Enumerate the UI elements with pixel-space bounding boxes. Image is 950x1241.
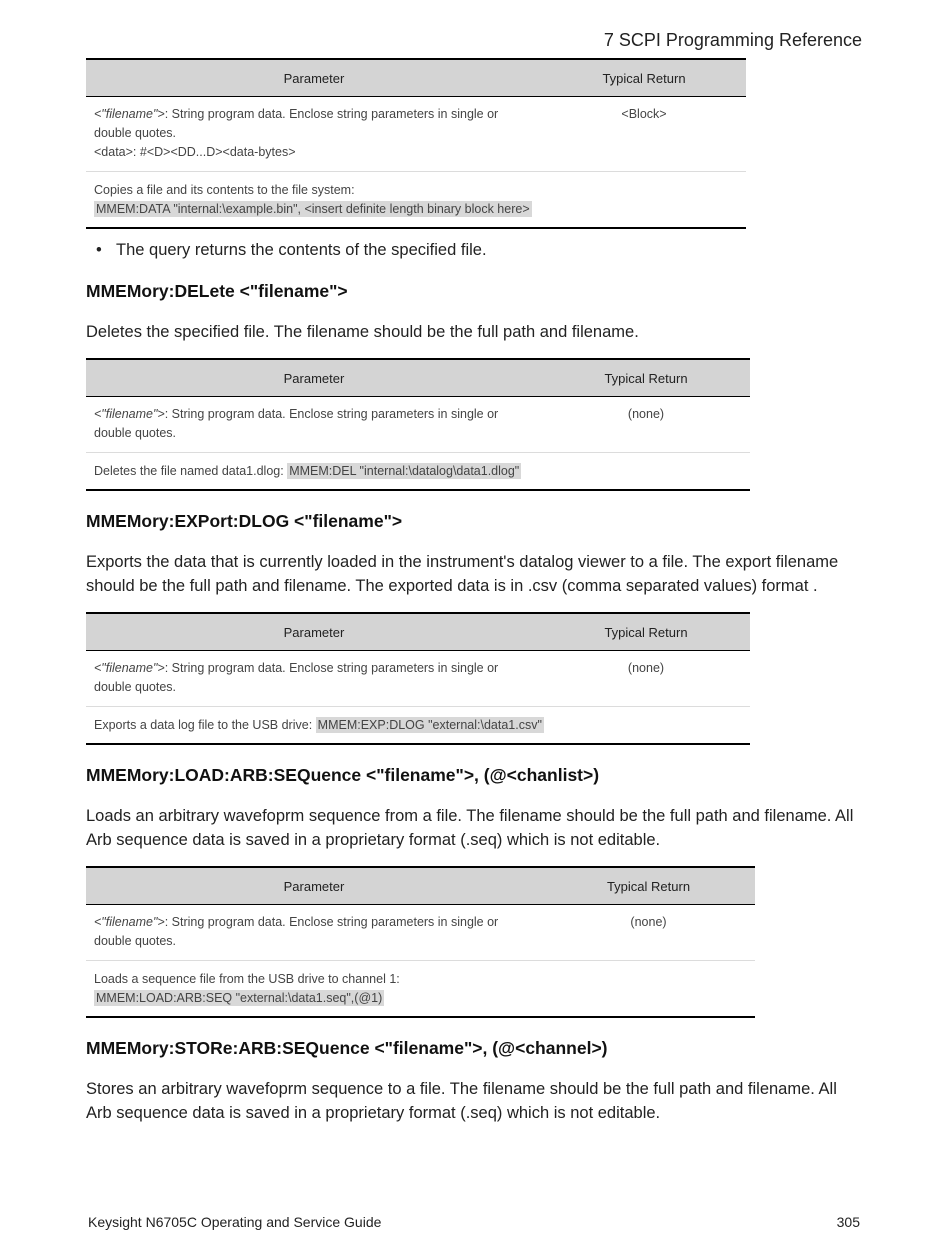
filename-param-desc: : String program data. Enclose string parameters in single or double quotes. xyxy=(94,661,499,694)
return-cell: (none) xyxy=(630,915,667,929)
parameter-header: Parameter xyxy=(86,613,542,651)
page-content xyxy=(86,58,866,1125)
filename-param-desc: : String program data. Enclose string parameters in single or double quotes. xyxy=(94,407,499,440)
example-code: MMEM:DEL "internal:\datalog\data1.dlog" xyxy=(289,464,520,478)
export-parameter-table xyxy=(86,612,750,745)
return-cell: <Block> xyxy=(621,107,667,121)
parameter-header: Parameter xyxy=(86,359,542,397)
load-parameter-table xyxy=(86,866,755,1018)
example-cell xyxy=(86,707,750,745)
parameter-cell xyxy=(86,905,542,961)
parameter-cell xyxy=(86,651,542,707)
example-code: MMEM:LOAD:ARB:SEQ "external:\data1.seq",(@1) xyxy=(96,991,383,1005)
store-section-title: MMEMory:STORe:ARB:SEQuence <"filename">, (@<channel>) xyxy=(86,1038,608,1058)
parameter-header: Parameter xyxy=(86,867,542,905)
example-text: Deletes the file named data1.dlog: xyxy=(94,464,288,478)
filename-param: <"filename"> xyxy=(94,661,165,675)
data-parameter-table xyxy=(86,58,746,229)
example-code: MMEM:DATA "internal:\example.bin", <insert definite length binary block here> xyxy=(96,202,530,216)
export-section-title: MMEMory:EXPort:DLOG <"filename"> xyxy=(86,511,403,531)
typical-return-header: Typical Return xyxy=(542,613,750,651)
example-code: MMEM:EXP:DLOG "external:\data1.csv" xyxy=(317,718,542,732)
example-cell xyxy=(86,453,750,491)
export-description: Exports the data that is currently loaded in the instrument's datalog viewer to a file. The export filename should be the full path and filename. The exported data is in .csv (comma separated values) format . xyxy=(86,553,839,595)
example-text: Exports a data log file to the USB drive: xyxy=(94,718,316,732)
example-text: Loads a sequence file from the USB drive to channel 1: xyxy=(94,972,400,986)
example-text: Copies a file and its contents to the file system: xyxy=(94,183,355,197)
filename-param: <"filename"> xyxy=(94,407,165,421)
load-section-title: MMEMory:LOAD:ARB:SEQuence <"filename">, (@<chanlist>) xyxy=(86,765,600,785)
data-param: <data>: #<D><DD...D><data-bytes> xyxy=(94,145,296,159)
typical-return-header: Typical Return xyxy=(542,59,746,97)
load-description: Loads an arbitrary wavefoprm sequence from a file. The filename should be the full path and filename. All Arb sequence data is saved in a proprietary format (.seq) which is not editable. xyxy=(86,807,854,849)
filename-param: <"filename"> xyxy=(94,915,165,929)
typical-return-header: Typical Return xyxy=(542,867,755,905)
example-cell xyxy=(86,961,755,1018)
footer-guide-title: Keysight N6705C Operating and Service Guide xyxy=(88,1214,382,1230)
list-item: • The query returns the contents of the specified file. xyxy=(86,241,866,260)
filename-param-desc: : String program data. Enclose string parameters in single or double quotes. xyxy=(94,915,499,948)
filename-param: <"filename"> xyxy=(94,107,165,121)
parameter-cell xyxy=(86,397,542,453)
delete-description: Deletes the specified file. The filename should be the full path and filename. xyxy=(86,323,639,341)
filename-param-desc: : String program data. Enclose string parameters in single or double quotes. xyxy=(94,107,499,140)
chapter-header: 7 SCPI Programming Reference xyxy=(603,30,862,50)
example-cell xyxy=(86,172,746,229)
delete-parameter-table xyxy=(86,358,750,491)
parameter-header: Parameter xyxy=(86,59,542,97)
delete-section-title: MMEMory:DELete <"filename"> xyxy=(86,281,348,301)
parameter-cell xyxy=(86,97,542,172)
store-description: Stores an arbitrary wavefoprm sequence to a file. The filename should be the full path and filename. All Arb sequence data is saved in a proprietary format (.seq) which is not editable. xyxy=(86,1080,837,1122)
footer-page-number: 305 xyxy=(836,1214,860,1230)
return-cell: (none) xyxy=(627,661,665,675)
typical-return-header: Typical Return xyxy=(542,359,750,397)
notes-list xyxy=(86,241,866,260)
return-cell: (none) xyxy=(627,407,665,421)
